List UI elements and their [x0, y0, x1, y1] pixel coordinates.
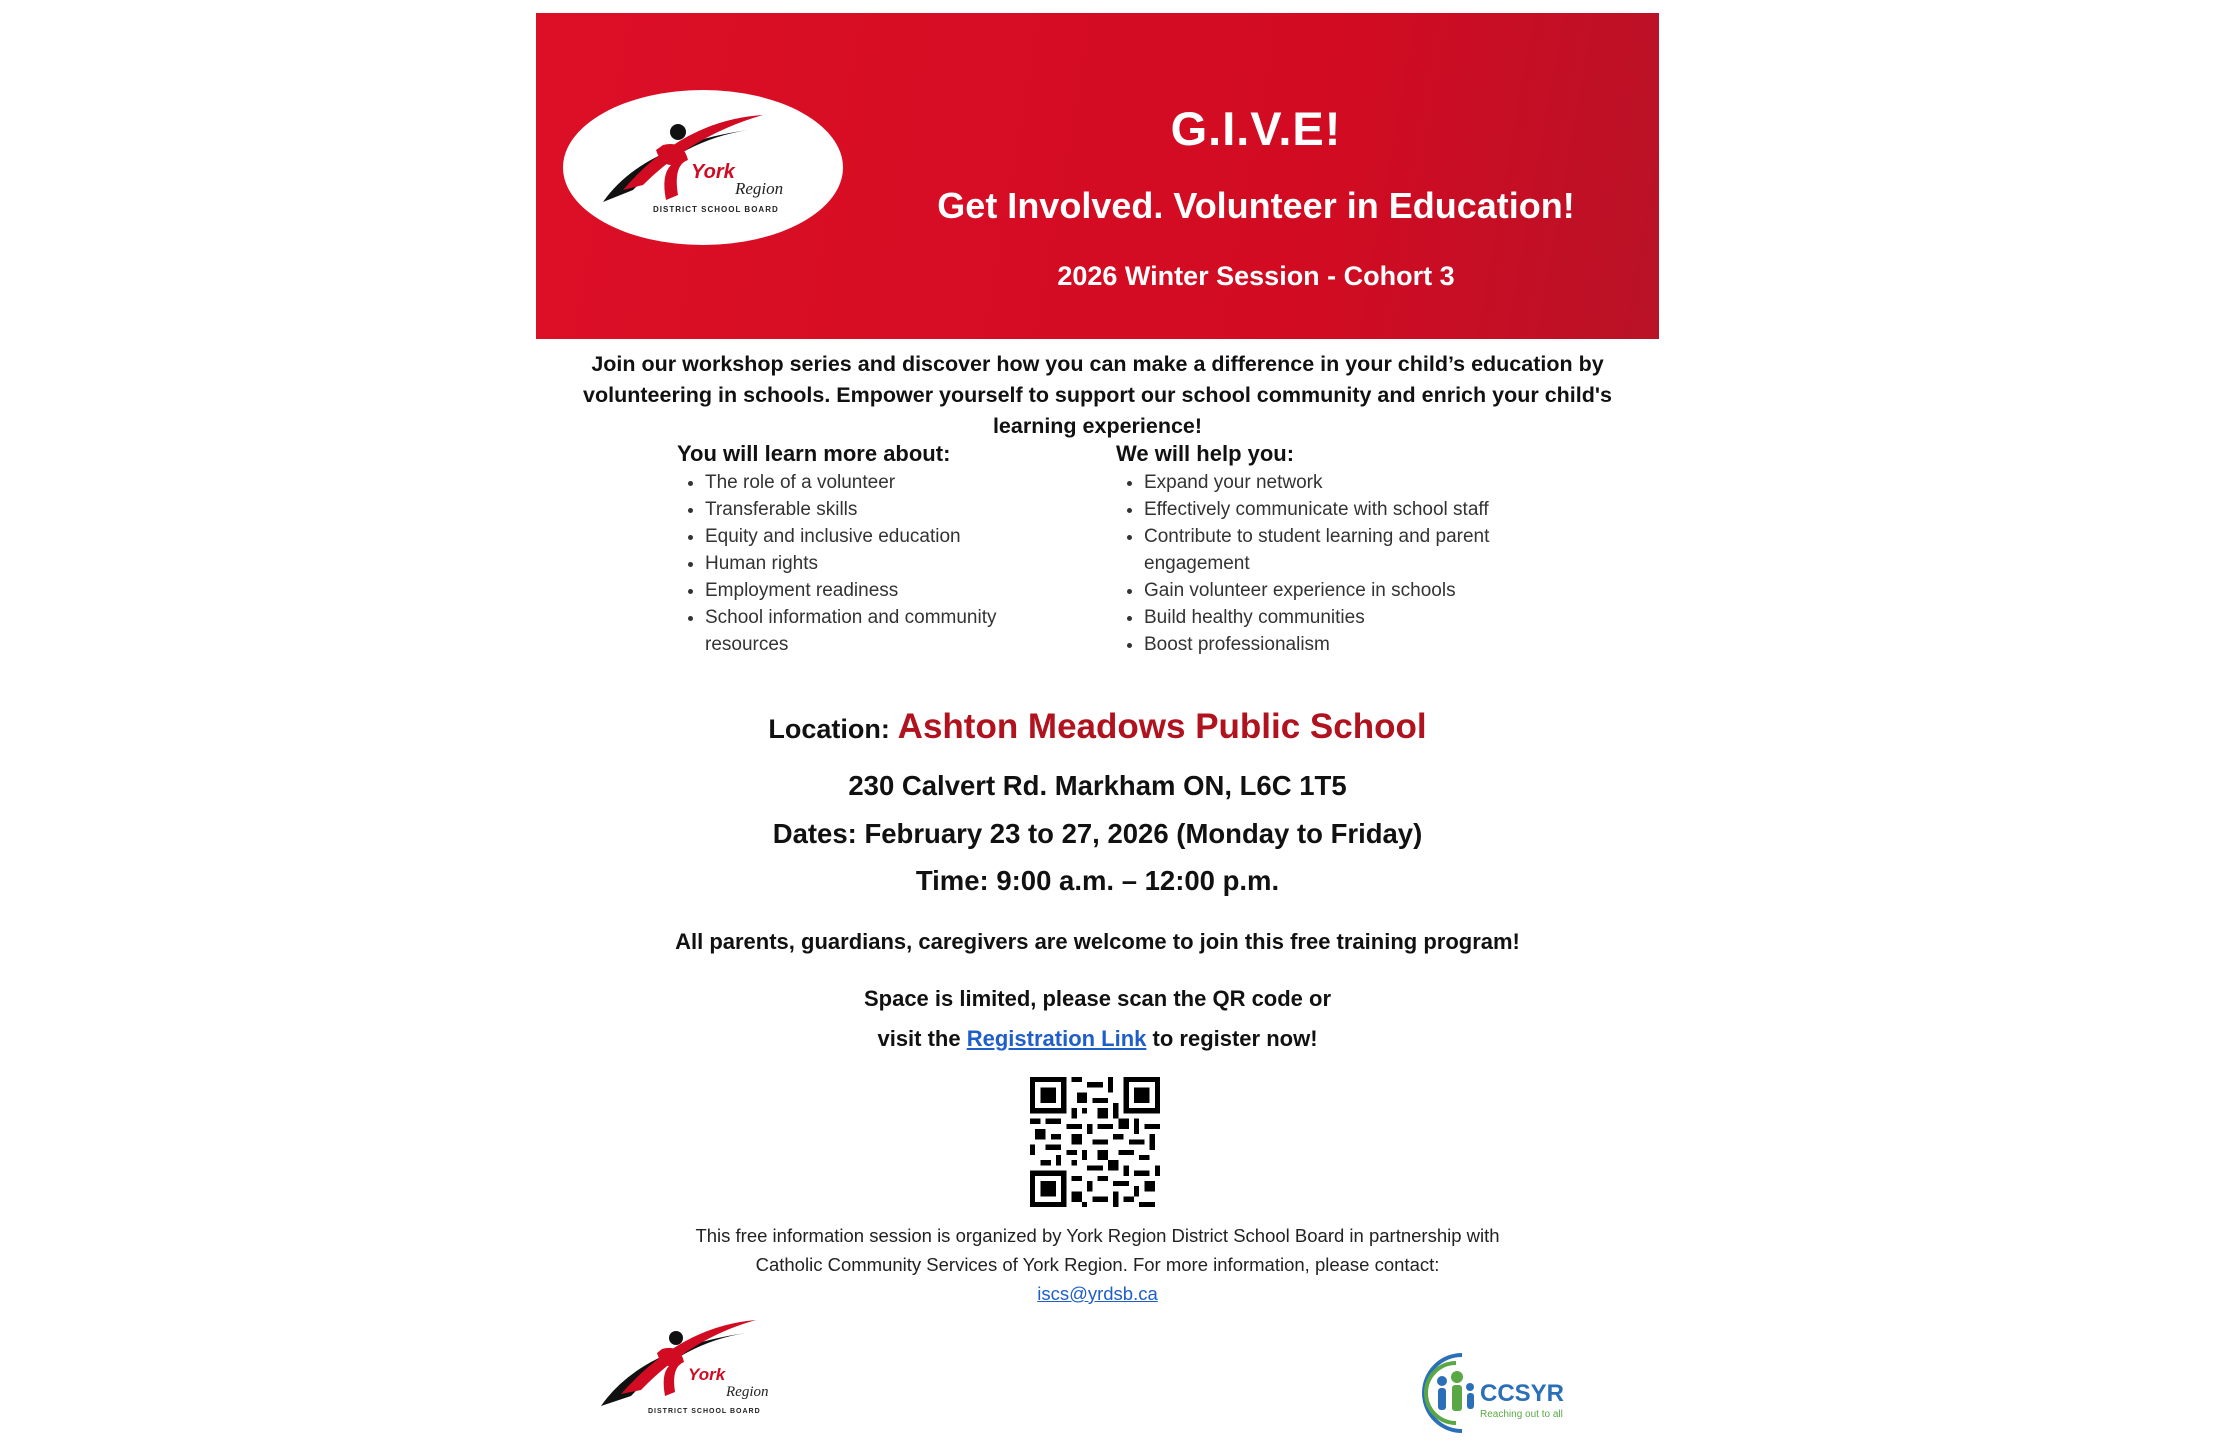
dates: Dates: February 23 to 27, 2026 (Monday to Friday)	[772, 818, 1423, 849]
ccsyr-logo	[1412, 1343, 1612, 1443]
flyer	[536, 13, 1659, 1433]
list-item: • Boost professionalism	[1144, 631, 1556, 658]
help-list	[1116, 469, 1556, 658]
list-item: • Effectively communicate with school staff	[1144, 496, 1556, 523]
address: 230 Calvert Rd. Markham ON, L6C 1T5	[848, 770, 1347, 801]
page-title: G.I.V.E!	[1170, 102, 1342, 155]
location-line	[536, 707, 1659, 747]
yrdsb-logo	[563, 90, 843, 245]
yrdsb-logo-footer	[596, 1318, 806, 1433]
logo-york-text: York	[691, 161, 735, 183]
ccsyr-logo-icon	[1412, 1343, 1612, 1443]
list-item: • Expand your network	[1144, 469, 1556, 496]
logo-board-text: DISTRICT SCHOOL BOARD	[648, 1408, 761, 1415]
time: Time: 9:00 a.m. – 12:00 p.m.	[915, 865, 1280, 896]
register-post: to register now!	[1146, 1026, 1318, 1051]
help-section	[1116, 441, 1556, 658]
logo-region-text: Region	[726, 1384, 769, 1400]
contact-email-link[interactable]: iscs@yrdsb.ca	[1037, 1283, 1158, 1304]
registration-link[interactable]: Registration Link	[966, 1026, 1147, 1051]
list-item: • The role of a volunteer	[705, 469, 1067, 496]
intro-paragraph: Join our workshop series and discover how you can make a difference in your child’s education by volunteering in schools. Empower yourself to support our school community and enrich your child's learning experience!	[583, 352, 1612, 438]
help-heading: We will help you:	[1116, 441, 1295, 466]
qr-code-icon[interactable]	[1030, 1077, 1160, 1207]
register-line-1: Space is limited, please scan the QR code or	[863, 986, 1332, 1011]
list-item: • Gain volunteer experience in schools	[1144, 577, 1556, 604]
welcome-text: All parents, guardians, caregivers are welcome to join this free training program!	[675, 929, 1520, 954]
logo-region-text: Region	[735, 179, 784, 198]
ccsyr-name: CCSYR	[1480, 1380, 1565, 1407]
logo-board-text: DISTRICT SCHOOL BOARD	[653, 205, 779, 214]
page-subtitle: Get Involved. Volunteer in Education!	[937, 185, 1575, 226]
register-pre: visit the	[877, 1026, 967, 1051]
session-label: 2026 Winter Session - Cohort 3	[1057, 261, 1455, 291]
list-item: • Build healthy communities	[1144, 604, 1556, 631]
footer-line-2: Catholic Community Services of York Region. For more information, please contact:	[755, 1254, 1440, 1275]
list-item: • Human rights	[705, 550, 1067, 577]
logo-york-text: York	[688, 1365, 726, 1384]
footer-text	[656, 1221, 1539, 1308]
list-item: • Transferable skills	[705, 496, 1067, 523]
footer-line-1: This free information session is organized by York Region District School Board in partnership with	[695, 1225, 1500, 1246]
list-item: • Employment readiness	[705, 577, 1067, 604]
learn-list	[677, 469, 1067, 658]
yrdsb-logo-icon	[563, 90, 843, 245]
header-banner	[536, 13, 1659, 339]
location-label: Location:	[768, 714, 890, 744]
yrdsb-logo-icon	[596, 1318, 806, 1433]
learn-section	[677, 441, 1067, 658]
learn-heading: You will learn more about:	[677, 441, 951, 466]
list-item: • Equity and inclusive education	[705, 523, 1067, 550]
list-item: • Contribute to student learning and parent engagement	[1144, 523, 1556, 577]
ccsyr-tagline: Reaching out to all	[1480, 1409, 1563, 1420]
list-item: • School information and community resources	[705, 604, 1067, 658]
register-line-2	[536, 1026, 1659, 1052]
location-name: Ashton Meadows Public School	[897, 707, 1427, 746]
